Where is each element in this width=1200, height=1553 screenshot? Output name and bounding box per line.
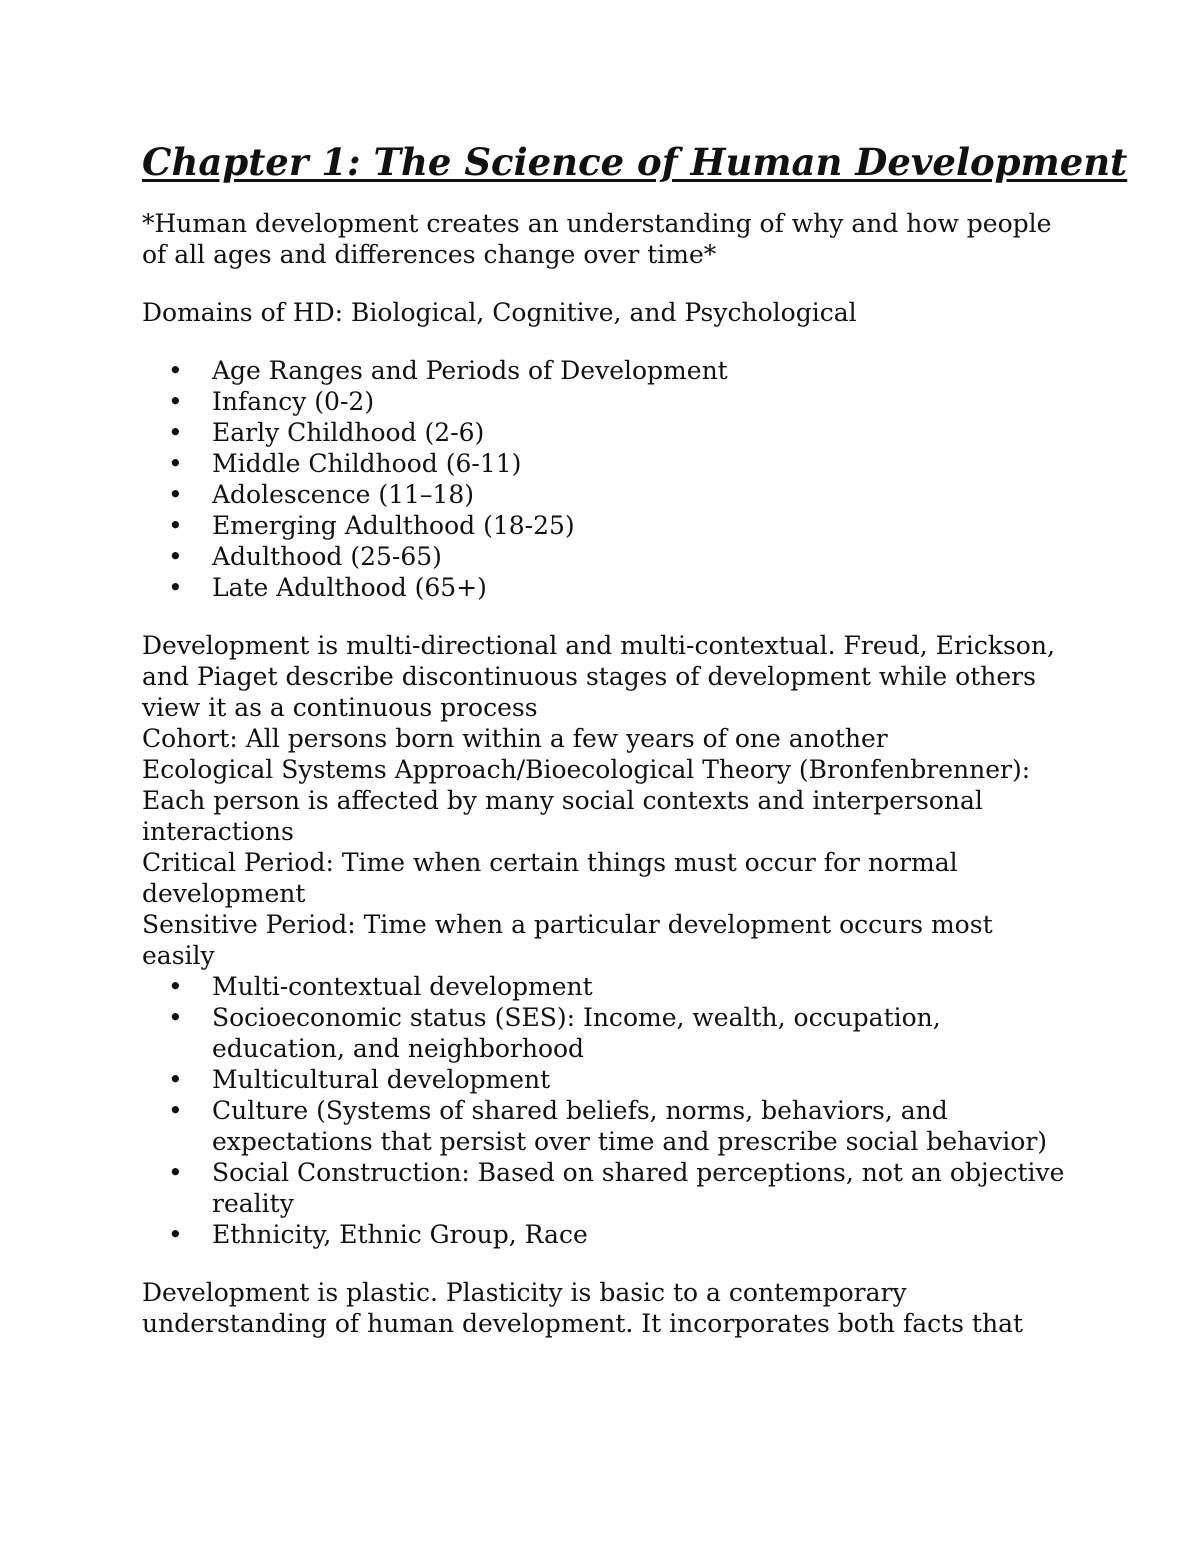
page-title: Chapter 1: The Science of Human Development bbox=[142, 140, 1128, 184]
bullet-icon: • bbox=[168, 1065, 183, 1094]
bullet-icon: • bbox=[168, 573, 183, 602]
list-item: • Socioeconomic status (SES): Income, wealth, occupation, education, and neighborhood bbox=[168, 1003, 941, 1063]
periods-list bbox=[142, 355, 1072, 603]
spacer bbox=[142, 270, 1072, 297]
list-item: • Early Childhood (2-6) bbox=[168, 418, 485, 447]
bullet-icon: • bbox=[168, 356, 183, 385]
bullet-icon: • bbox=[168, 418, 183, 447]
bullet-icon: • bbox=[168, 1096, 183, 1125]
list-item: • Age Ranges and Periods of Development bbox=[168, 356, 728, 385]
list-item: • Ethnicity, Ethnic Group, Race bbox=[168, 1220, 588, 1249]
critical-period-definition: Critical Period: Time when certain things must occur for normal development bbox=[142, 848, 958, 908]
bullet-icon: • bbox=[168, 449, 183, 478]
list-item: • Late Adulthood (65+) bbox=[168, 573, 487, 602]
bullet-icon: • bbox=[168, 480, 183, 509]
list-item: • Adulthood (25-65) bbox=[168, 542, 442, 571]
list-item: • Culture (Systems of shared beliefs, norms, behaviors, and expectations that persist over time and prescribe social behavior) bbox=[168, 1096, 1048, 1156]
spacer bbox=[142, 1250, 1072, 1277]
ecological-definition: Ecological Systems Approach/Bioecological Theory (Bronfenbrenner): Each person is affected by many social contexts and interpersonal interactions bbox=[142, 755, 1031, 846]
bullet-icon: • bbox=[168, 542, 183, 571]
bullet-icon: • bbox=[168, 511, 183, 540]
list-item: • Multicultural development bbox=[168, 1065, 551, 1094]
domains-line: Domains of HD: Biological, Cognitive, and Psychological bbox=[142, 298, 857, 327]
list-item: • Middle Childhood (6-11) bbox=[168, 449, 522, 478]
plasticity-paragraph: Development is plastic. Plasticity is basic to a contemporary understanding of human development. It incorporates both facts that bbox=[142, 1278, 1024, 1338]
intro-paragraph: *Human development creates an understanding of why and how people of all ages and differences change over time* bbox=[142, 209, 1052, 269]
list-item: • Adolescence (11–18) bbox=[168, 480, 474, 509]
bullet-icon: • bbox=[168, 1220, 183, 1249]
list-item: • Social Construction: Based on shared perceptions, not an objective reality bbox=[168, 1158, 1065, 1218]
bullet-icon: • bbox=[168, 387, 183, 416]
list-item: • Emerging Adulthood (18-25) bbox=[168, 511, 575, 540]
development-paragraph: Development is multi-directional and multi-contextual. Freud, Erickson, and Piaget describe discontinuous stages of development while others view it as a continuous process bbox=[142, 631, 1055, 722]
bullet-icon: • bbox=[168, 972, 183, 1001]
bullet-icon: • bbox=[168, 1003, 183, 1032]
spacer bbox=[142, 603, 1072, 630]
sensitive-period-definition: Sensitive Period: Time when a particular development occurs most easily bbox=[142, 910, 993, 970]
cohort-definition: Cohort: All persons born within a few years of one another bbox=[142, 724, 888, 753]
list-item: • Multi-contextual development bbox=[168, 972, 593, 1001]
document-page bbox=[142, 140, 1128, 1339]
list-item: • Infancy (0-2) bbox=[168, 387, 375, 416]
spacer bbox=[142, 328, 1072, 355]
contexts-list bbox=[142, 971, 1072, 1250]
bullet-icon: • bbox=[168, 1158, 183, 1187]
